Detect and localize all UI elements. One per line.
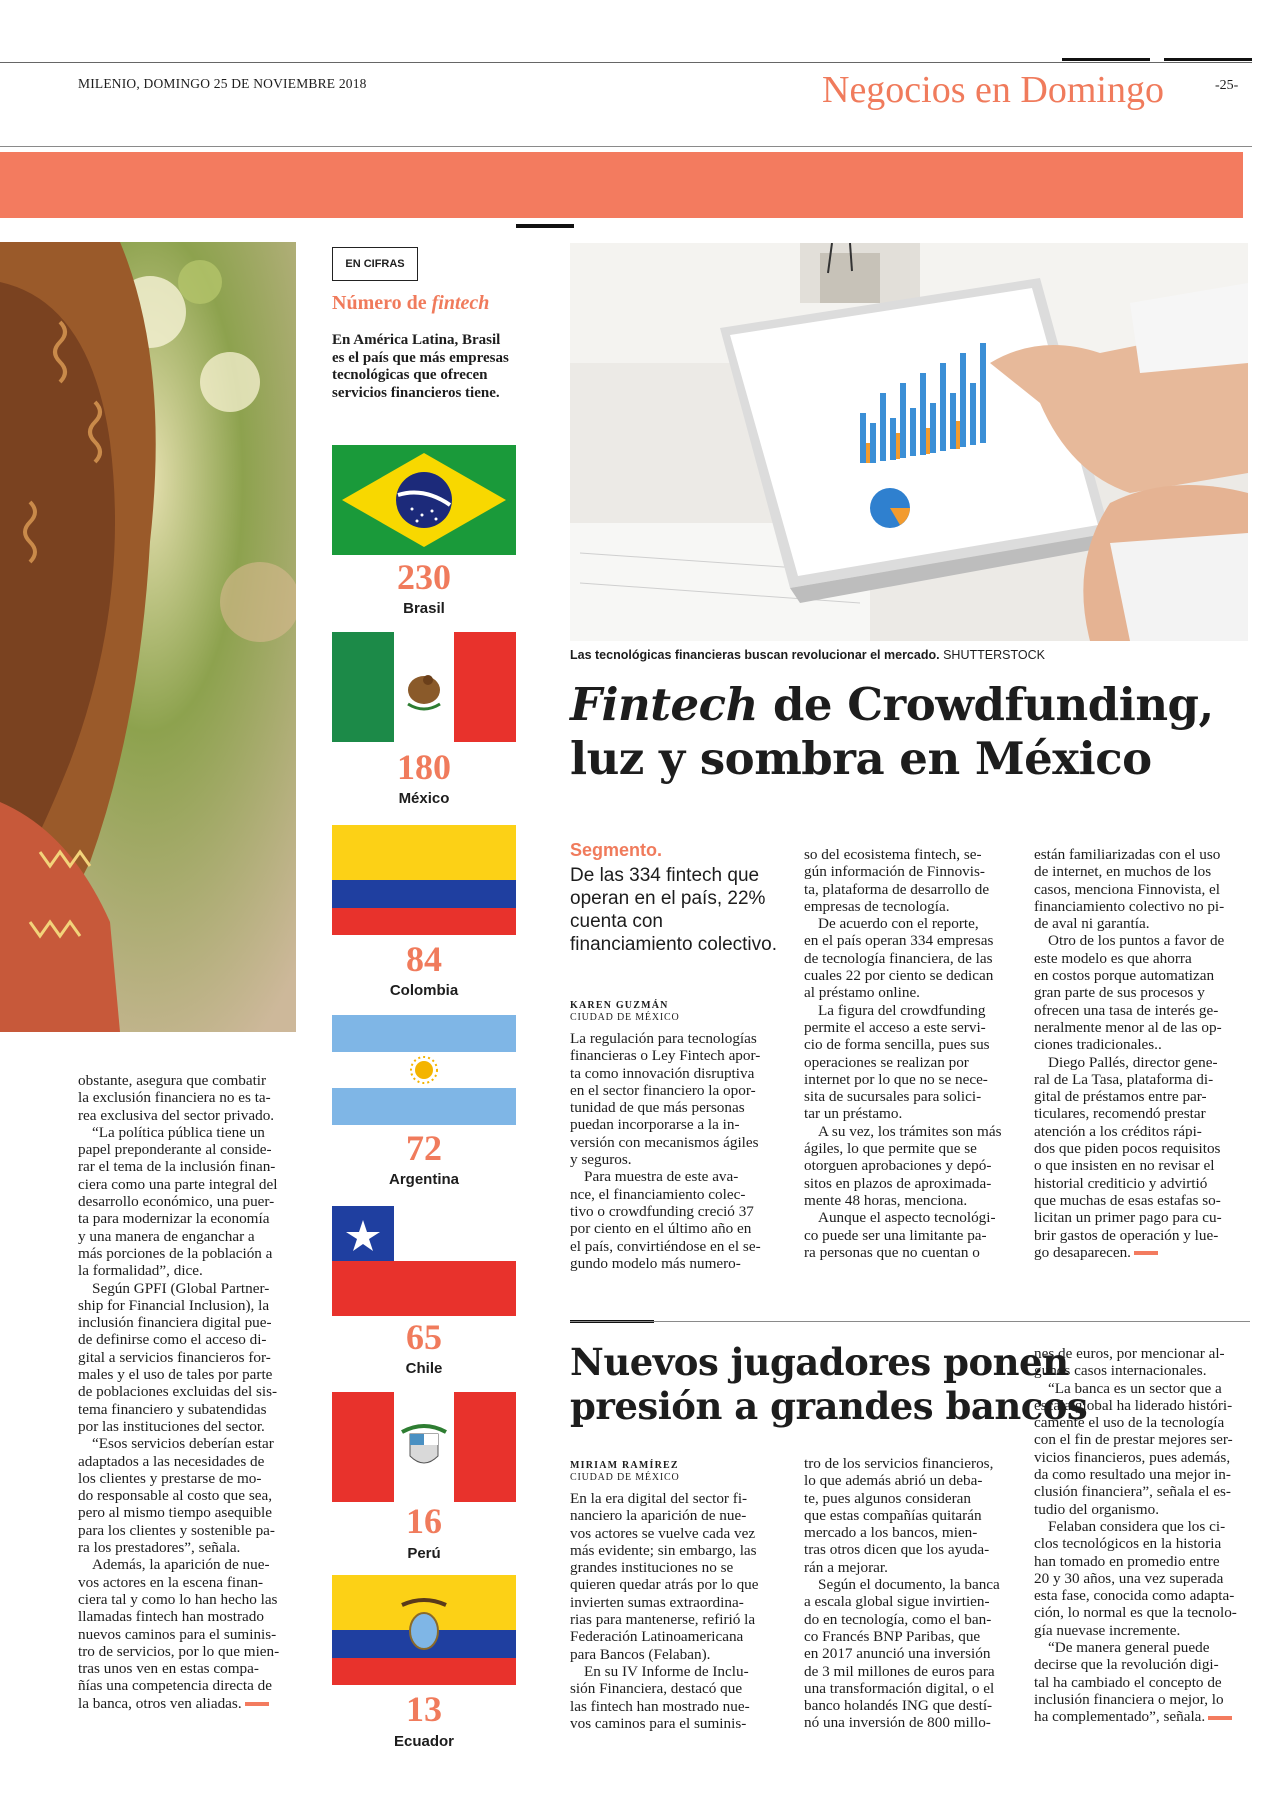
text-line: y seguros. (570, 1151, 632, 1169)
cifras-description: En América Latina, Brasil es el país que más empresas tecnológicas que ofrecen servicios financieros tiene. (332, 332, 509, 401)
text-line: gún información de Finnovis- (804, 863, 985, 881)
text-line: 20 y 30 años, una vez superada (1034, 1569, 1224, 1587)
accent-band (0, 152, 1243, 218)
article2-col3 (1034, 1345, 1248, 1726)
text-line: lo que además abrió un deba- (804, 1472, 983, 1490)
country-name-peru: Perú (407, 1545, 441, 1562)
text-line: ción, lo normal es que la tecnolo- (1034, 1604, 1237, 1622)
country-value-chile: 65 (406, 1317, 442, 1357)
text-line: más porciones de la población a (78, 1244, 273, 1262)
text-line: La regulación para tecnologías (570, 1030, 757, 1047)
article2-col1 (570, 1490, 788, 1732)
text-line: los clientes y prestarse de mo- (78, 1469, 262, 1487)
article2-col2 (804, 1455, 1016, 1732)
text-line: de aval ni garantía. (1034, 915, 1150, 933)
text-line: permite el acceso a este servi- (804, 1018, 986, 1036)
text-line: ha complementado”, señala. (1034, 1708, 1248, 1725)
text-line: tal ha cambiado el concepto de (1034, 1673, 1222, 1691)
text-line: decirse que la revolución digi- (1034, 1656, 1219, 1674)
text-line: otorguen aprobaciones y depó- (804, 1157, 992, 1175)
text-line: tudio del organismo. (1034, 1500, 1160, 1518)
text-line: brir gastos de operación y lue- (1034, 1226, 1219, 1244)
text-line: ticulares, recomendó prestar (1034, 1105, 1206, 1123)
country-value-brasil: 230 (397, 557, 451, 597)
text-line: nó una inversión de 800 millo- (804, 1714, 991, 1732)
text-line: nce, el financiamiento colec- (570, 1185, 746, 1203)
country-name-colombia: Colombia (389, 982, 459, 999)
text-line: inclusión financiera o mejor, lo (1034, 1690, 1224, 1708)
segment-label: Segmento. (570, 840, 663, 860)
argentina-flag (332, 1015, 516, 1125)
caption-credit: SHUTTERSTOCK (943, 648, 1045, 662)
header-top-rule (0, 62, 1252, 63)
text-line: al préstamo online. (804, 984, 920, 1002)
text-line: “La banca es un sector que a (1048, 1379, 1222, 1397)
text-line: historial crediticio y advirtió (1034, 1174, 1208, 1192)
text-line: rar el tema de la inclusión finan- (78, 1158, 276, 1176)
peru-flag (332, 1392, 516, 1502)
text-line: han tomado en promedio entre (1034, 1552, 1220, 1570)
text-line: Para muestra de este ava- (584, 1168, 739, 1186)
text-line: ciones tradicionales.. (1034, 1036, 1162, 1054)
text-line: ñías una competencia directa de (78, 1677, 272, 1695)
text-line: la formalidad”, dice. (78, 1262, 203, 1280)
country-value-argentina: 72 (406, 1128, 442, 1168)
text-line: a escala global sigue invirtien- (804, 1593, 990, 1611)
text-line: nanciero la aparición de nue- (570, 1507, 747, 1525)
text-line: operaciones se realizan por (804, 1053, 969, 1071)
edition-line: MILENIO, DOMINGO 25 DE NOVIEMBRE 2018 (78, 76, 367, 91)
text-line: clos tecnológicos en la historia (1034, 1535, 1222, 1553)
text-line: clusión financiera”, señala el es- (1034, 1483, 1231, 1501)
country-value-peru: 16 (406, 1501, 442, 1541)
text-line: en el país operan 334 empresas (804, 932, 994, 950)
text-line: de internet, en muchos de los (1034, 863, 1212, 881)
text-line: te, pues algunos consideran (804, 1489, 972, 1507)
text-line: “Esos servicios deberían estar (92, 1435, 274, 1453)
woman-photo (0, 242, 296, 1032)
text-line: gital a servicios financieros for- (78, 1348, 271, 1366)
en-cifras-tag: EN CIFRAS (332, 247, 418, 281)
article2-headline-line1: Nuevos jugadores ponen (570, 1340, 1069, 1384)
text-line: Otro de los puntos a favor de (1048, 932, 1225, 950)
text-line: Además, la aparición de nue- (92, 1556, 270, 1574)
headline-line1-rest: de Crowdfunding, (757, 678, 1214, 731)
text-line: financieras o Ley Fintech apor- (570, 1047, 761, 1065)
photo-caption (570, 648, 1045, 662)
article1-col2 (804, 846, 1016, 1261)
text-line: de 3 mil millones de euros para (804, 1662, 995, 1680)
text-line: de definirse como el acceso di- (78, 1331, 267, 1349)
text-line: grandes instituciones no se (570, 1559, 734, 1577)
text-line: gundo modelo más numero- (570, 1254, 741, 1272)
cifras-title: Número de fintech (332, 292, 490, 314)
text-line: banco holandés ING que destí- (804, 1697, 993, 1715)
country-value-ecuador: 13 (406, 1689, 442, 1729)
woman-photo-illustration (0, 242, 296, 1032)
text-line: casos, menciona Finnovista, el (1034, 880, 1221, 898)
mexico-flag (332, 632, 516, 742)
text-line: A su vez, los trámites son más (818, 1122, 1002, 1140)
text-line: vos actores se vuelve cada vez (570, 1524, 756, 1542)
text-line: tar un préstamo. (804, 1105, 903, 1123)
text-line: para Bancos (Felaban). (570, 1645, 711, 1663)
text-line: ciera tal y como lo han hecho las (78, 1590, 278, 1608)
text-line: esta fase, conocida como adapta- (1034, 1587, 1235, 1605)
text-line: En su IV Informe de Inclu- (584, 1662, 749, 1680)
text-line: ral de La Tasa, plataforma di- (1034, 1070, 1214, 1088)
article2-byline (570, 1460, 679, 1484)
text-line: da como resultado una mejor in- (1034, 1466, 1231, 1484)
text-line: el país, convirtiéndose en el se- (570, 1237, 761, 1255)
country-value-colombia: 84 (406, 939, 442, 979)
text-line: co puede ser una limitante pa- (804, 1226, 987, 1244)
article1-col1 (570, 1030, 788, 1272)
text-line: inclusión financiera digital pue- (78, 1314, 272, 1332)
text-line: gía nuevase incremente. (1034, 1621, 1181, 1639)
text-line: pero al mismo tiempo asequible (78, 1504, 273, 1522)
text-line: escala global ha liderado históri- (1034, 1396, 1233, 1414)
text-line: quieren quedar atrás por lo que (570, 1576, 759, 1594)
text-line: ofrecen una tasa de interés ge- (1034, 1001, 1219, 1019)
text-line: este modelo es que ahorra (1034, 949, 1192, 967)
text-line: do responsable al costo que sea, (78, 1487, 273, 1505)
left-column-text (78, 1072, 296, 1712)
text-line: Diego Pallés, director gene- (1048, 1053, 1218, 1071)
text-line: go desaparecen. (1034, 1244, 1248, 1261)
text-line: ra los prestadores”, señala. (78, 1539, 241, 1557)
text-line: vos caminos para el suminis- (570, 1714, 747, 1732)
text-line: sita de sucursales para solici- (804, 1088, 982, 1106)
text-line: dos que piden pocos requisitos (1034, 1140, 1221, 1158)
ecuador-flag (332, 1575, 516, 1685)
headline-line2: luz y sombra en México (570, 732, 1152, 785)
country-value-mexico: 180 (397, 747, 451, 787)
text-line: La figura del crowdfunding (818, 1001, 986, 1019)
text-line: internet por lo que no se nece- (804, 1070, 988, 1088)
text-line: sitos en plazos de aproximada- (804, 1174, 992, 1192)
page-number: -25- (1215, 78, 1239, 93)
text-line: so del ecosistema fintech, se- (804, 846, 982, 863)
band-marker (516, 224, 574, 228)
article1-col3 (1034, 846, 1248, 1261)
text-line: mente 48 horas, menciona. (804, 1191, 968, 1209)
text-line: están familiarizadas con el uso (1034, 846, 1221, 863)
article1-city: CIUDAD DE MÉXICO (570, 1012, 680, 1023)
country-name-mexico: México (398, 790, 450, 807)
text-line: sión Financiera, destacó que (570, 1680, 743, 1698)
text-line: tivo o crowdfunding creció 37 (570, 1202, 754, 1220)
text-line: licitan un primer pago para cu- (1034, 1209, 1222, 1227)
article1-headline (570, 678, 1214, 786)
text-line: más evidente; sin embargo, las (570, 1541, 757, 1559)
text-line: ta, plataforma de desarrollo de (804, 880, 990, 898)
text-line: Aunque el aspecto tecnológi- (818, 1209, 996, 1227)
text-line: gital de préstamos entre par- (1034, 1088, 1207, 1106)
text-line: neralmente menor al de las op- (1034, 1018, 1222, 1036)
end-mark (1134, 1251, 1158, 1255)
segment-text: De las 334 fintech que operan en el país, 22% cuenta con financiamiento colectivo. (570, 865, 777, 955)
text-line: para los clientes y sostenible pa- (78, 1521, 275, 1539)
text-line: que estas compañías quitarán (804, 1506, 982, 1524)
text-line: adaptados a las necesidades de (78, 1452, 265, 1470)
text-line: tro de los servicios financieros, (804, 1455, 994, 1472)
text-line: “La política pública tiene un (92, 1123, 265, 1141)
text-line: en 2017 anunció una inversión (804, 1645, 991, 1663)
text-line: camente el uso de la tecnología (1034, 1414, 1225, 1432)
article2-rule (570, 1321, 1250, 1322)
text-line: puedan incorporarse a la in- (570, 1116, 740, 1134)
text-line: las fintech han mostrado nue- (570, 1697, 750, 1715)
end-mark (245, 1702, 269, 1706)
text-line: invierten sumas extraordina- (570, 1593, 744, 1611)
text-line: tema financiero y subatendidas (78, 1400, 267, 1418)
text-line: papel preponderante al conside- (78, 1141, 272, 1159)
text-line: tras unos ven en estas compa- (78, 1660, 259, 1678)
header-top-bar-2 (1164, 58, 1252, 61)
article2-headline (570, 1340, 1087, 1428)
headline-italic-word: Fintech (570, 678, 758, 731)
header-bottom-rule (0, 146, 1252, 147)
text-line: ta como innovación disruptiva (570, 1064, 755, 1082)
tablet-photo-illustration (570, 243, 1248, 641)
text-line: ra personas que no cuentan o (804, 1243, 980, 1261)
article2-headline-line2: presión a grandes bancos (570, 1384, 1088, 1428)
text-line: ta para modernizar la economía (78, 1210, 270, 1228)
text-line: por las instituciones del sector. (78, 1417, 265, 1435)
text-line: la exclusión financiera no es ta- (78, 1089, 271, 1107)
colombia-flag (332, 825, 516, 935)
text-line: o que insisten en no revisar el (1034, 1157, 1215, 1175)
text-line: y una manera de enganchar a (78, 1227, 255, 1245)
text-line: nes de euros, por mencionar al- (1034, 1345, 1225, 1362)
text-line: gran parte de sus procesos y (1034, 984, 1205, 1002)
text-line: cuales 22 por ciento se dedican (804, 967, 994, 985)
text-line: vos actores en la escena finan- (78, 1573, 264, 1591)
text-line: una transformación digital, o el (804, 1679, 995, 1697)
chile-flag (332, 1206, 516, 1316)
text-line: gunos casos internacionales. (1034, 1362, 1207, 1380)
article1-byline (570, 1000, 679, 1024)
text-line: rias para mantenerse, refirió la (570, 1611, 756, 1629)
text-line: Federación Latinoamericana (570, 1628, 744, 1646)
text-line: de tecnología financiera, de las (804, 949, 993, 967)
text-line: do en tecnología, como el ban- (804, 1610, 992, 1628)
text-line: males y el uso de tales por parte (78, 1366, 273, 1384)
section-title: Negocios en Domingo (822, 69, 1164, 111)
text-line: tras otros dicen que los ayuda- (804, 1541, 990, 1559)
text-line: por ciento en el último año en (570, 1220, 752, 1238)
text-line: financiamiento colectivo no pi- (1034, 897, 1225, 915)
article1-author: KAREN GUZMÁN (570, 1000, 669, 1011)
text-line: “De manera general puede (1048, 1639, 1210, 1657)
text-line: que muchas de esas estafas so- (1034, 1191, 1221, 1209)
text-line: desarrollo económico, una puer- (78, 1193, 275, 1211)
text-line: nuevos caminos para el suminis- (78, 1625, 277, 1643)
text-line: tro de servicios, por lo que mien- (78, 1642, 280, 1660)
text-line: Felaban considera que los ci- (1048, 1517, 1226, 1535)
country-name-argentina: Argentina (388, 1171, 459, 1188)
text-line: rea exclusiva del sector privado. (78, 1106, 275, 1124)
text-line: cio de forma sencilla, pues sus (804, 1036, 990, 1054)
text-line: ágiles, lo que permite que se (804, 1140, 977, 1158)
text-line: rán a mejorar. (804, 1558, 888, 1576)
tablet-chart-photo (570, 243, 1248, 641)
text-line: en el sector financiero la opor- (570, 1081, 756, 1099)
text-line: con el fin de prestar mejores ser- (1034, 1431, 1233, 1449)
text-line: en costos porque automatizan (1034, 967, 1215, 985)
article2-city: CIUDAD DE MÉXICO (570, 1472, 680, 1483)
text-line: atención a los créditos rápi- (1034, 1122, 1202, 1140)
text-line: vicios financieros, pues además, (1034, 1448, 1231, 1466)
country-name-ecuador: Ecuador (393, 1733, 454, 1750)
brazil-flag (332, 445, 516, 555)
text-line: versión con mecanismos ágiles (570, 1133, 759, 1151)
text-line: obstante, asegura que combatir (78, 1072, 267, 1089)
header-top-bar-1 (1062, 58, 1150, 61)
text-line: Según GPFI (Global Partner- (92, 1279, 270, 1297)
text-line: de poblaciones excluidas del sis- (78, 1383, 278, 1401)
text-line: ciera como una parte integral del (78, 1175, 278, 1193)
text-line: tunidad de que más personas (570, 1099, 745, 1117)
country-name-chile: Chile (405, 1360, 443, 1377)
country-name-brasil: Brasil (403, 600, 445, 617)
caption-text: Las tecnológicas financieras buscan revolucionar el mercado. (570, 648, 940, 662)
text-line: llamadas fintech han mostrado (78, 1608, 264, 1626)
text-line: mercado a los bancos, mien- (804, 1524, 978, 1542)
text-line: ship for Financial Inclusion), la (78, 1296, 270, 1314)
text-line: empresas de tecnología. (804, 897, 950, 915)
text-line: En la era digital del sector fi- (570, 1490, 748, 1507)
text-line: la banca, otros ven aliadas. (78, 1695, 296, 1712)
text-line: Según el documento, la banca (818, 1576, 1000, 1594)
text-line: co Francés BNP Paribas, que (804, 1627, 981, 1645)
text-line: De acuerdo con el reporte, (818, 915, 979, 933)
article2-author: MIRIAM RAMÍREZ (570, 1460, 679, 1471)
end-mark (1208, 1716, 1232, 1720)
